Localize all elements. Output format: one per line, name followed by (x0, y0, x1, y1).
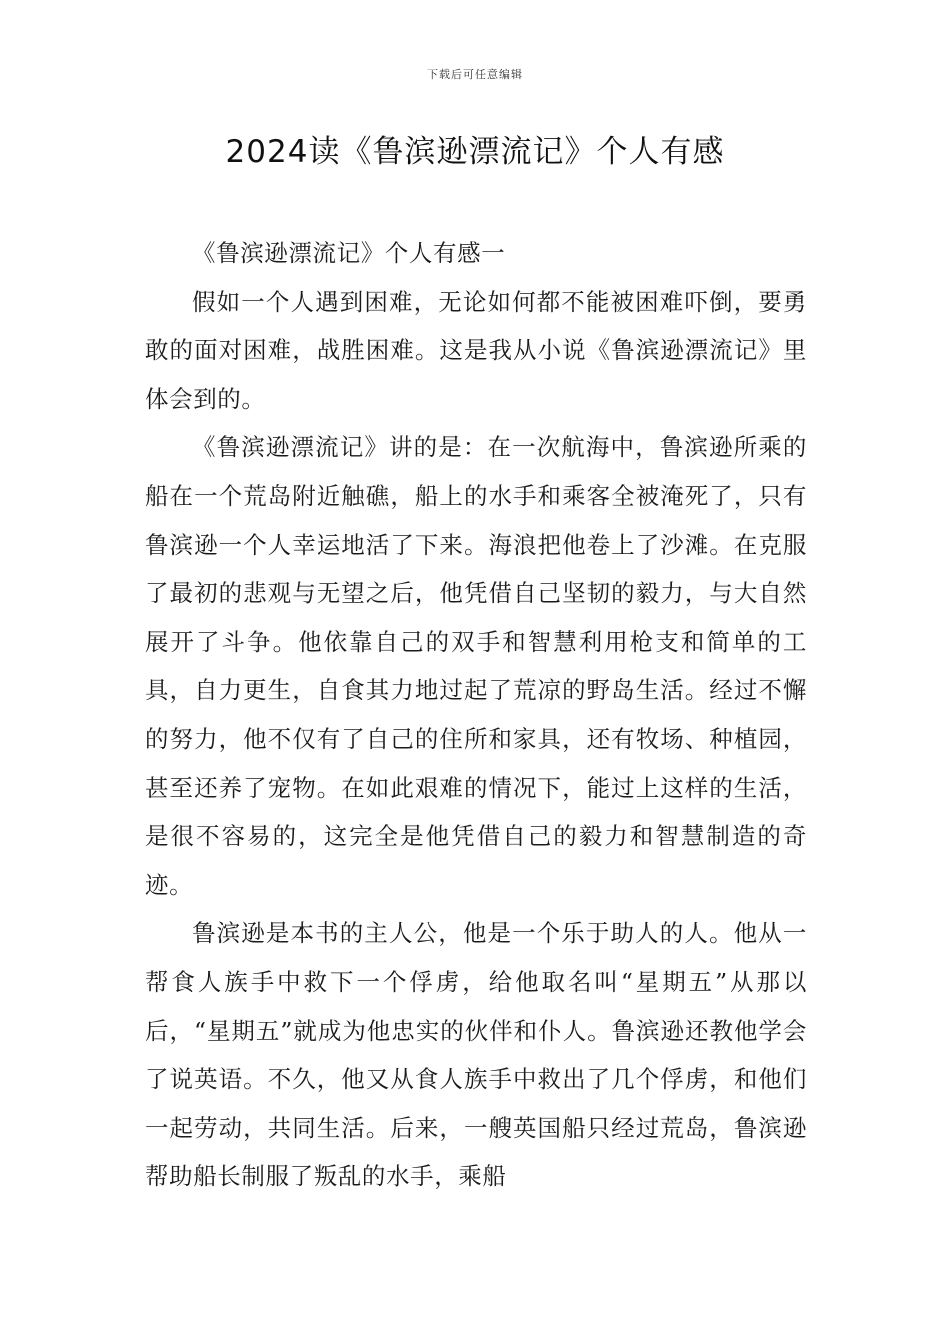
body-paragraph: 鲁滨逊是本书的主人公，他是一个乐于助人的人。他从一帮食人族手中救下一个俘虏，给他取名叫“星期五”从那以后，“星期五”就成为他忠实的伙伴和仆人。鲁滨逊还教他学会了说英语。不久，他又从食人族手中救出了几个俘虏，和他们一起劳动，共同生活。后来，一艘英国船只经过荒岛，鲁滨逊帮助船长制服了叛乱的水手，乘船 (145, 919, 807, 1191)
section-heading: 《鲁滨逊漂流记》个人有感一 (192, 239, 506, 267)
body-paragraph: 假如一个人遇到困难，无论如何都不能被困难吓倒，要勇敢的面对困难，战胜困难。这是我从小说《鲁滨逊漂流记》里体会到的。 (145, 287, 807, 413)
header-note: 下载后可任意编辑 (427, 68, 523, 81)
body-paragraph: 《鲁滨逊漂流记》讲的是：在一次航海中，鲁滨逊所乘的船在一个荒岛附近触礁，船上的水手和乘客全被淹死了，只有鲁滨逊一个人幸运地活了下来。海浪把他卷上了沙滩。在克服了最初的悲观与无望之后，他凭借自己坚韧的毅力，与大自然展开了斗争。他依靠自己的双手和智慧利用枪支和简单的工具，自力更生，自食其力地过起了荒凉的野岛生活。经过不懈的努力，他不仅有了自己的住所和家具，还有牧场、种植园，甚至还养了宠物。在如此艰难的情况下，能过上这样的生活，是很不容易的，这完全是他凭借自己的毅力和智慧制造的奇迹。 (145, 433, 807, 899)
document-title: 2024读《鲁滨逊漂流记》个人有感 (225, 134, 725, 170)
document-body (145, 229, 807, 1201)
